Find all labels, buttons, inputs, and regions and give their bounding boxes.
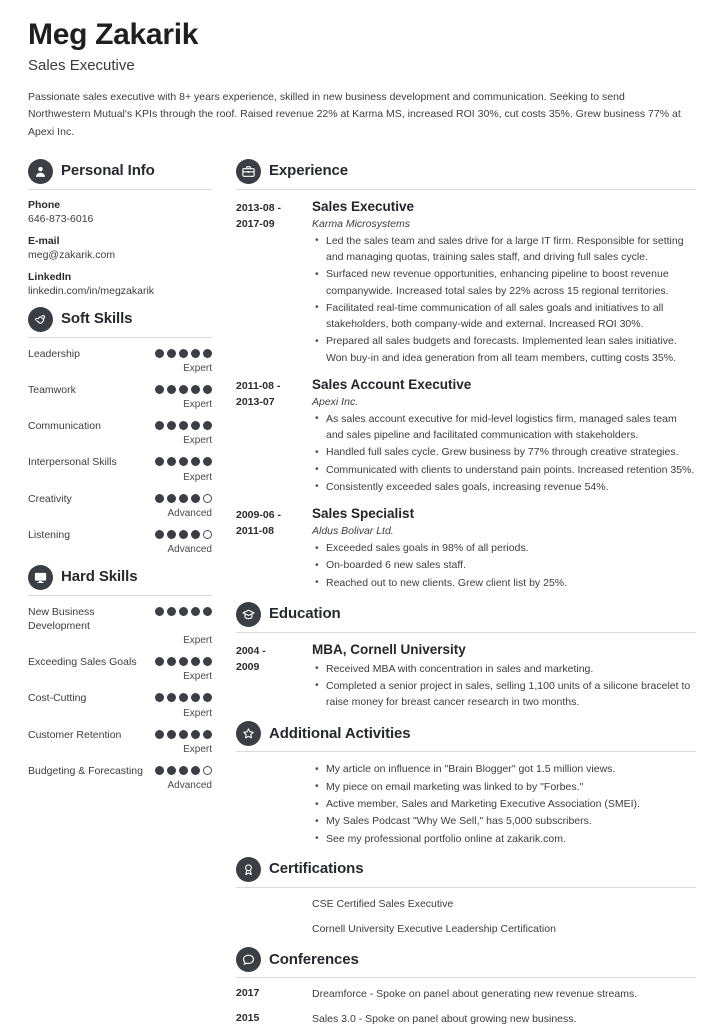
bullet-item: • Communicated with clients to understand pain points. Increased retention 35%. bbox=[326, 462, 696, 478]
rating-dot-filled bbox=[203, 693, 212, 702]
rating-dot-filled bbox=[191, 657, 200, 666]
rating-dot-empty bbox=[203, 766, 212, 775]
hard-skills-list bbox=[28, 605, 212, 791]
rating-dot-filled bbox=[191, 607, 200, 616]
divider bbox=[236, 977, 696, 978]
divider bbox=[28, 337, 212, 338]
skill-row bbox=[28, 492, 212, 519]
rating-dot-filled bbox=[191, 421, 200, 430]
skill-row-top bbox=[28, 419, 212, 433]
entry-company: Karma Microsystems bbox=[312, 217, 411, 230]
bullet-item: • As sales account executive for mid-level logistics firm, managed sales team and sales pipeline and facilitated communication with stakeholders. bbox=[326, 411, 696, 444]
rating-dot-filled bbox=[155, 607, 164, 616]
rating-dot-filled bbox=[203, 730, 212, 739]
entry-bullet-list bbox=[312, 411, 696, 495]
contact-value: linkedin.com/in/megzakarik bbox=[28, 284, 155, 297]
sidebar-column bbox=[28, 159, 224, 800]
skill-level-label: Expert bbox=[183, 743, 212, 755]
skill-level-label: Expert bbox=[183, 471, 212, 483]
education-list bbox=[236, 642, 696, 712]
rating-dot-filled bbox=[203, 657, 212, 666]
skill-row-top bbox=[28, 605, 212, 633]
entry-title: MBA, Cornell University bbox=[312, 641, 466, 657]
conference-row bbox=[236, 987, 696, 1003]
rating-dot-filled bbox=[191, 494, 200, 503]
contact-value: 646-873-6016 bbox=[28, 212, 94, 225]
skill-level-label: Advanced bbox=[167, 543, 212, 555]
section-additional-activities bbox=[236, 721, 696, 846]
entry-body bbox=[312, 506, 696, 592]
entry-date-range: 2013-08 - 2017-09 bbox=[236, 201, 281, 230]
section-title-certifications: Certifications bbox=[269, 860, 364, 878]
entry-bullet-list bbox=[312, 540, 696, 591]
rating-dot-filled bbox=[167, 657, 176, 666]
certification-name: CSE Certified Sales Executive bbox=[312, 897, 454, 910]
rating-dot-filled bbox=[179, 730, 188, 739]
rating-dot-filled bbox=[155, 730, 164, 739]
monitor-icon bbox=[28, 565, 53, 590]
additional-activities-list bbox=[236, 761, 696, 846]
entry-company: Aldus Bolivar Ltd. bbox=[312, 525, 394, 538]
skill-name: Customer Retention bbox=[28, 728, 122, 741]
rating-dot-filled bbox=[179, 693, 188, 702]
section-title-hard-skills: Hard Skills bbox=[61, 568, 138, 586]
skill-rating-dots bbox=[155, 764, 212, 775]
skill-level-label: Expert bbox=[183, 435, 212, 447]
rating-dot-filled bbox=[179, 349, 188, 358]
body-columns bbox=[28, 159, 696, 1024]
rating-dot-filled bbox=[155, 766, 164, 775]
skill-name: New Business Development bbox=[28, 605, 95, 633]
contact-field-phone bbox=[28, 199, 212, 225]
bullet-item: • Exceeded sales goals in 98% of all periods. bbox=[326, 540, 696, 556]
rating-dot-filled bbox=[167, 457, 176, 466]
skill-row bbox=[28, 419, 212, 446]
skill-name: Creativity bbox=[28, 492, 72, 505]
rating-dot-filled bbox=[179, 766, 188, 775]
star-icon bbox=[236, 721, 261, 746]
rating-dot-filled bbox=[155, 657, 164, 666]
person-icon bbox=[28, 159, 53, 184]
contact-label: LinkedIn bbox=[28, 270, 72, 283]
skill-level-label: Expert bbox=[183, 671, 212, 683]
skill-row bbox=[28, 455, 212, 482]
rating-dot-filled bbox=[203, 457, 212, 466]
experience-list bbox=[236, 199, 696, 592]
rating-dot-filled bbox=[191, 457, 200, 466]
resume-header bbox=[28, 18, 696, 145]
rating-dot-filled bbox=[167, 607, 176, 616]
skill-level-label: Advanced bbox=[167, 507, 212, 519]
section-header-education bbox=[236, 602, 696, 627]
skill-row bbox=[28, 383, 212, 410]
rating-dot-filled bbox=[191, 730, 200, 739]
resume-entry bbox=[236, 506, 696, 592]
bullet-item: • Prepared all sales budgets and forecasts. Implemented lean sales initiative. Won buy-in and idea generation from all team members, cutting costs 35%. bbox=[326, 333, 696, 366]
bullet-item: • Surfaced new revenue opportunities, enhancing pipeline to boost revenue companywide. Increased total sales by 22% across 15 regional territories. bbox=[326, 266, 696, 299]
skill-level-label: Expert bbox=[183, 707, 212, 719]
skill-row bbox=[28, 728, 212, 755]
rating-dot-filled bbox=[191, 693, 200, 702]
contact-field-email bbox=[28, 235, 212, 261]
rating-dot-filled bbox=[179, 494, 188, 503]
skill-rating-dots bbox=[155, 455, 212, 466]
certification-name: Cornell University Executive Leadership Certification bbox=[312, 922, 556, 935]
rating-dot-filled bbox=[155, 385, 164, 394]
soft-skills-list bbox=[28, 347, 212, 555]
entry-bullet-list bbox=[312, 661, 696, 711]
rating-dot-filled bbox=[167, 766, 176, 775]
section-conferences bbox=[236, 947, 696, 1024]
skill-rating-dots bbox=[155, 419, 212, 430]
section-education bbox=[236, 602, 696, 712]
skill-row-top bbox=[28, 383, 212, 397]
bullet-item: • My piece on email marketing was linked to by "Forbes." bbox=[326, 779, 696, 795]
divider bbox=[28, 189, 212, 190]
skill-name: Cost-Cutting bbox=[28, 692, 87, 705]
candidate-job-title: Sales Executive bbox=[28, 57, 135, 74]
entry-body bbox=[312, 377, 696, 496]
skill-level-label: Advanced bbox=[167, 780, 212, 791]
skill-name: Exceeding Sales Goals bbox=[28, 656, 137, 669]
rating-dot-filled bbox=[203, 607, 212, 616]
skill-row-top bbox=[28, 728, 212, 742]
bullet-item: • Consistently exceeded sales goals, increasing revenue 54%. bbox=[326, 479, 696, 495]
skill-rating-dots bbox=[155, 728, 212, 739]
resume-entry bbox=[236, 199, 696, 367]
entry-date-range: 2004 - 2009 bbox=[236, 644, 266, 673]
bullet-item: • Reached out to new clients. Grew client list by 25%. bbox=[326, 575, 696, 591]
section-title-soft-skills: Soft Skills bbox=[61, 310, 133, 328]
rating-dot-filled bbox=[179, 385, 188, 394]
section-header-hard-skills bbox=[28, 565, 212, 590]
section-title-education: Education bbox=[269, 605, 341, 623]
section-soft-skills bbox=[28, 307, 212, 555]
skill-row bbox=[28, 605, 212, 646]
bullet-item: • Received MBA with concentration in sales and marketing. bbox=[326, 661, 696, 677]
rating-dot-empty bbox=[203, 494, 212, 503]
section-experience bbox=[236, 159, 696, 592]
skill-name: Budgeting & Forecasting bbox=[28, 764, 143, 777]
entry-date-range: 2011-08 - 2013-07 bbox=[236, 379, 281, 408]
section-certifications bbox=[236, 857, 696, 938]
skill-row-top bbox=[28, 528, 212, 542]
skill-row bbox=[28, 528, 212, 555]
skill-row-top bbox=[28, 691, 212, 705]
divider bbox=[236, 632, 696, 633]
conferences-list bbox=[236, 987, 696, 1024]
skill-row-top bbox=[28, 455, 212, 469]
section-personal-info bbox=[28, 159, 212, 297]
skill-row bbox=[28, 691, 212, 718]
section-hard-skills bbox=[28, 565, 212, 791]
entry-company: Apexi Inc. bbox=[312, 395, 359, 408]
section-header-additional-activities bbox=[236, 721, 696, 746]
contact-field-linkedin bbox=[28, 271, 212, 297]
skill-rating-dots bbox=[155, 383, 212, 394]
skill-rating-dots bbox=[155, 605, 212, 616]
skill-name: Listening bbox=[28, 528, 71, 541]
rating-dot-filled bbox=[155, 494, 164, 503]
rating-dot-filled bbox=[167, 494, 176, 503]
skill-name: Communication bbox=[28, 420, 101, 433]
skill-row bbox=[28, 655, 212, 682]
rating-dot-filled bbox=[167, 693, 176, 702]
skill-level-label: Expert bbox=[183, 399, 212, 411]
skill-rating-dots bbox=[155, 655, 212, 666]
section-header-conferences bbox=[236, 947, 696, 972]
rating-dot-filled bbox=[167, 385, 176, 394]
skill-name: Teamwork bbox=[28, 384, 76, 397]
skill-row-top bbox=[28, 764, 212, 778]
skill-row bbox=[28, 764, 212, 791]
skill-rating-dots bbox=[155, 492, 212, 503]
section-header-personal-info bbox=[28, 159, 212, 184]
contact-label: Phone bbox=[28, 198, 61, 211]
section-title-additional-activities: Additional Activities bbox=[269, 724, 411, 742]
section-title-personal-info: Personal Info bbox=[61, 162, 155, 180]
rating-dot-filled bbox=[167, 349, 176, 358]
skill-rating-dots bbox=[155, 691, 212, 702]
rating-dot-filled bbox=[179, 530, 188, 539]
graduation-cap-icon bbox=[236, 602, 261, 627]
bullet-item: • Handled full sales cycle. Grew business by 77% through creative strategies. bbox=[326, 444, 696, 460]
section-title-conferences: Conferences bbox=[269, 950, 359, 968]
certification-row bbox=[236, 897, 696, 913]
rating-dot-filled bbox=[155, 530, 164, 539]
entry-bullet-list bbox=[312, 233, 696, 366]
resume-entry bbox=[236, 642, 696, 712]
conference-year: 2015 bbox=[236, 1012, 260, 1024]
candidate-name: Meg Zakarik bbox=[28, 18, 199, 51]
rating-dot-filled bbox=[203, 421, 212, 430]
skill-name: Interpersonal Skills bbox=[28, 456, 117, 469]
rating-dot-filled bbox=[191, 385, 200, 394]
skill-row-top bbox=[28, 492, 212, 506]
conference-description: Sales 3.0 - Spoke on panel about growing new business. bbox=[312, 1013, 577, 1024]
contact-label: E-mail bbox=[28, 234, 60, 247]
bullet-item: • Facilitated real-time communication of all sales goals and initiatives to all stakeholders, both company-wide and external. Increased ROI 30%. bbox=[326, 300, 696, 333]
rating-dot-filled bbox=[179, 457, 188, 466]
divider bbox=[28, 595, 212, 596]
section-header-certifications bbox=[236, 857, 696, 882]
resume-entry bbox=[236, 377, 696, 496]
entry-title: Sales Specialist bbox=[312, 506, 415, 522]
rating-dot-filled bbox=[155, 421, 164, 430]
bullet-item: • Active member, Sales and Marketing Executive Association (SMEI). bbox=[326, 796, 696, 812]
rating-dot-filled bbox=[179, 657, 188, 666]
bullet-item: • Completed a senior project in sales, selling 1,100 units of a silicone bracelet to raise money for breast cancer research in two months. bbox=[326, 678, 696, 711]
rating-dot-filled bbox=[167, 730, 176, 739]
skill-row-top bbox=[28, 347, 212, 361]
skill-level-label: Expert bbox=[183, 363, 212, 375]
conference-year: 2017 bbox=[236, 987, 260, 1000]
rating-dot-filled bbox=[191, 530, 200, 539]
rating-dot-filled bbox=[191, 766, 200, 775]
divider bbox=[236, 189, 696, 190]
conference-description: Dreamforce - Spoke on panel about generating new revenue streams. bbox=[312, 988, 638, 1001]
certification-row bbox=[236, 922, 696, 938]
award-medal-icon bbox=[236, 857, 261, 882]
rating-dot-filled bbox=[191, 349, 200, 358]
speech-bubble-icon bbox=[236, 947, 261, 972]
rating-dot-filled bbox=[203, 385, 212, 394]
rating-dot-filled bbox=[167, 530, 176, 539]
section-header-experience bbox=[236, 159, 696, 184]
entry-body bbox=[312, 199, 696, 367]
bullet-item: • See my professional portfolio online at zakarik.com. bbox=[326, 831, 696, 847]
summary-paragraph: Passionate sales executive with 8+ years experience, skilled in new business development and communication. Seeking to send Northwestern Mutual's KPIs through the roof. Raised revenue 22% at Karma MS, increased ROI 30%, cut costs 35%. Grew business 77% at Apexi Inc. bbox=[28, 91, 681, 138]
section-title-experience: Experience bbox=[269, 162, 349, 180]
rating-dot-filled bbox=[167, 421, 176, 430]
bullet-item: • On-boarded 6 new sales staff. bbox=[326, 557, 696, 573]
divider bbox=[236, 887, 696, 888]
skill-level-label: Expert bbox=[183, 635, 212, 647]
certifications-list bbox=[236, 897, 696, 938]
entry-date-range: 2009-06 - 2011-08 bbox=[236, 509, 281, 537]
rating-dot-empty bbox=[203, 530, 212, 539]
rating-dot-filled bbox=[179, 421, 188, 430]
entry-title: Sales Executive bbox=[312, 198, 415, 214]
briefcase-icon bbox=[236, 159, 261, 184]
rating-dot-filled bbox=[203, 349, 212, 358]
rating-dot-filled bbox=[155, 693, 164, 702]
contact-value: meg@zakarik.com bbox=[28, 248, 116, 261]
handshake-heart-icon bbox=[28, 307, 53, 332]
entry-title: Sales Account Executive bbox=[312, 376, 472, 392]
entry-body bbox=[312, 642, 696, 712]
skill-rating-dots bbox=[155, 347, 212, 358]
rating-dot-filled bbox=[155, 457, 164, 466]
divider bbox=[236, 751, 696, 752]
skill-rating-dots bbox=[155, 528, 212, 539]
skill-name: Leadership bbox=[28, 347, 80, 360]
skill-row bbox=[28, 347, 212, 374]
main-column bbox=[224, 159, 696, 1024]
rating-dot-filled bbox=[155, 349, 164, 358]
skill-row-top bbox=[28, 655, 212, 669]
bullet-item: • My article on influence in "Brain Blogger" got 1.5 million views. bbox=[326, 761, 696, 777]
section-header-soft-skills bbox=[28, 307, 212, 332]
bullet-item: • My Sales Podcast "Why We Sell," has 5,000 subscribers. bbox=[326, 813, 696, 829]
conference-row bbox=[236, 1012, 696, 1024]
rating-dot-filled bbox=[179, 607, 188, 616]
bullet-item: • Led the sales team and sales drive for a large IT firm. Responsible for setting and managing quotas, training sales staff, and driving full sales cycle. bbox=[326, 233, 696, 266]
